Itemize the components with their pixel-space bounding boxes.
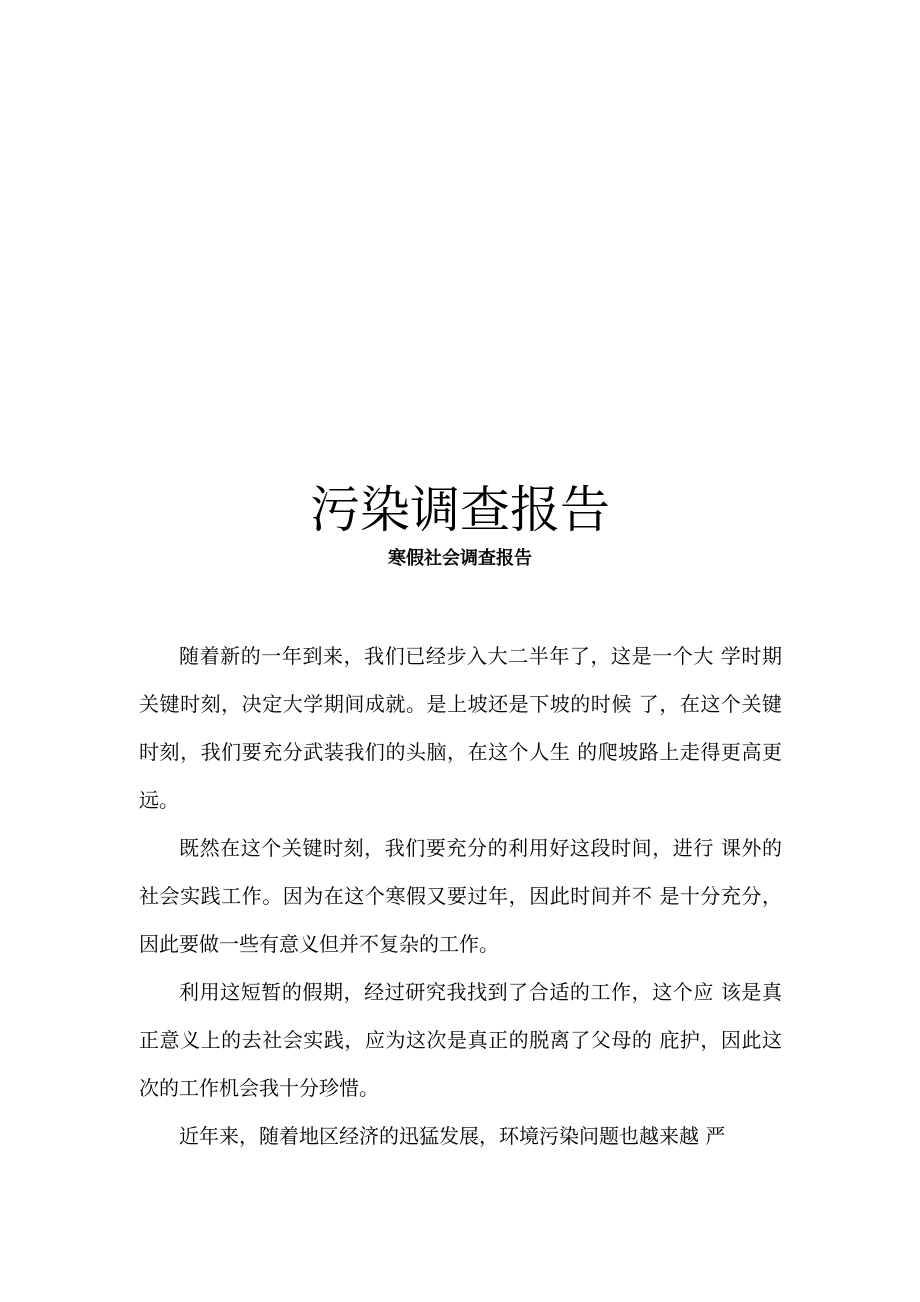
paragraph-1: 随着新的一年到来，我们已经步入大二半年了，这是一个大 学时期关键时刻，决定大学期间成就。是上坡还是下坡的时候 了，在这个关键时刻，我们要充分武装我们的头脑，在这个人生 的爬坡路上走得更高更远。 — [139, 644, 782, 812]
document-body — [139, 632, 782, 1160]
document-title: 污染调查报告 — [310, 481, 610, 539]
paragraph-2: 既然在这个关键时刻，我们要充分的利用好这段时间，进行 课外的社会实践工作。因为在这个寒假又要过年，因此时间并不 是十分充分，因此要做一些有意义但并不复杂的工作。 — [139, 836, 782, 956]
document-subtitle: 寒假社会调查报告 — [388, 548, 532, 569]
paragraph-3: 利用这短暂的假期，经过研究我找到了合适的工作，这个应 该是真正意义上的去社会实践，应为这次是真正的脱离了父母的 庇护，因此这次的工作机会我十分珍惜。 — [139, 980, 782, 1100]
paragraph-4: 近年来，随着地区经济的迅猛发展，环境污染问题也越来越 严 — [179, 1124, 726, 1148]
